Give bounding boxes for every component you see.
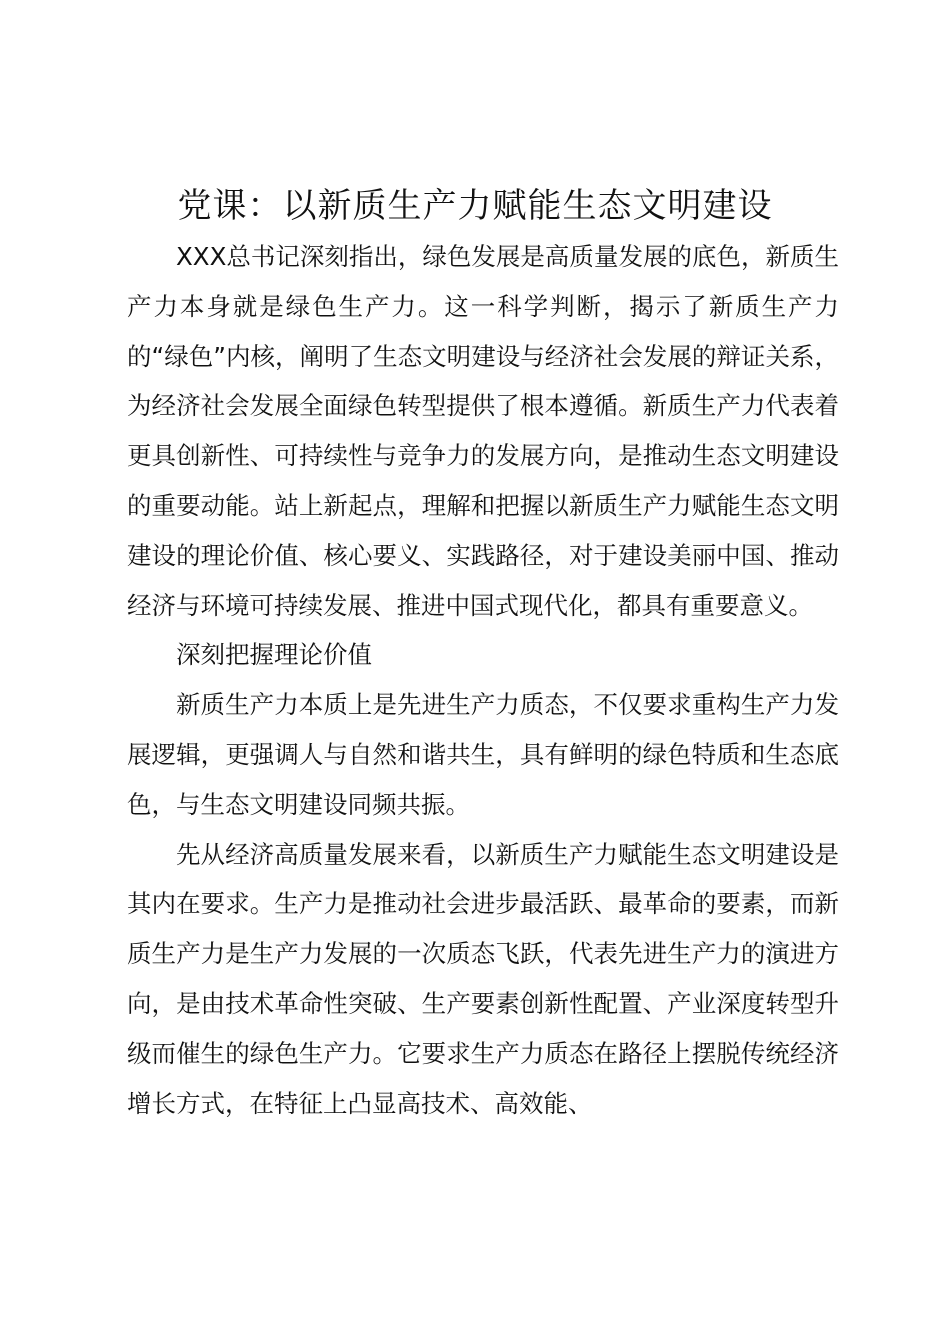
document-title: 党课：以新质生产力赋能生态文明建设	[177, 186, 773, 226]
paragraph-intro: XXX总书记深刻指出，绿色发展是高质量发展的底色，新质生产力本身就是绿色生产力。这一科学判断，揭示了新质生产力的“绿色”内核，阐明了生态文明建设与经济社会发展的辩证关系，为经济社会发展全面绿色转型提供了根本遵循。新质生产力代表着更具创新性、可持续性与竞争力的发展方向，是推动生态文明建设的重要动能。站上新起点，理解和把握以新质生产力赋能生态文明建设的理论价值、核心要义、实践路径，对于建设美丽中国、推动经济与环境可持续发展、推进中国式现代化，都具有重要意义。	[127, 242, 839, 620]
section-heading: 深刻把握理论价值	[176, 640, 372, 670]
paragraph-economy: 先从经济高质量发展来看，以新质生产力赋能生态文明建设是其内在要求。生产力是推动社会进步最活跃、最革命的要素，而新质生产力是生产力发展的一次质态飞跃，代表先进生产力的演进方向，是由技术革命性突破、生产要素创新性配置、产业深度转型升级而催生的绿色生产力。它要求生产力质态在路径上摆脱传统经济增长方式，在特征上凸显高技术、高效能、	[127, 839, 839, 1118]
paragraph-essence: 新质生产力本质上是先进生产力质态，不仅要求重构生产力发展逻辑，更强调人与自然和谐共生，具有鲜明的绿色特质和生态底色，与生态文明建设同频共振。	[127, 690, 839, 819]
document-body	[127, 232, 839, 1128]
